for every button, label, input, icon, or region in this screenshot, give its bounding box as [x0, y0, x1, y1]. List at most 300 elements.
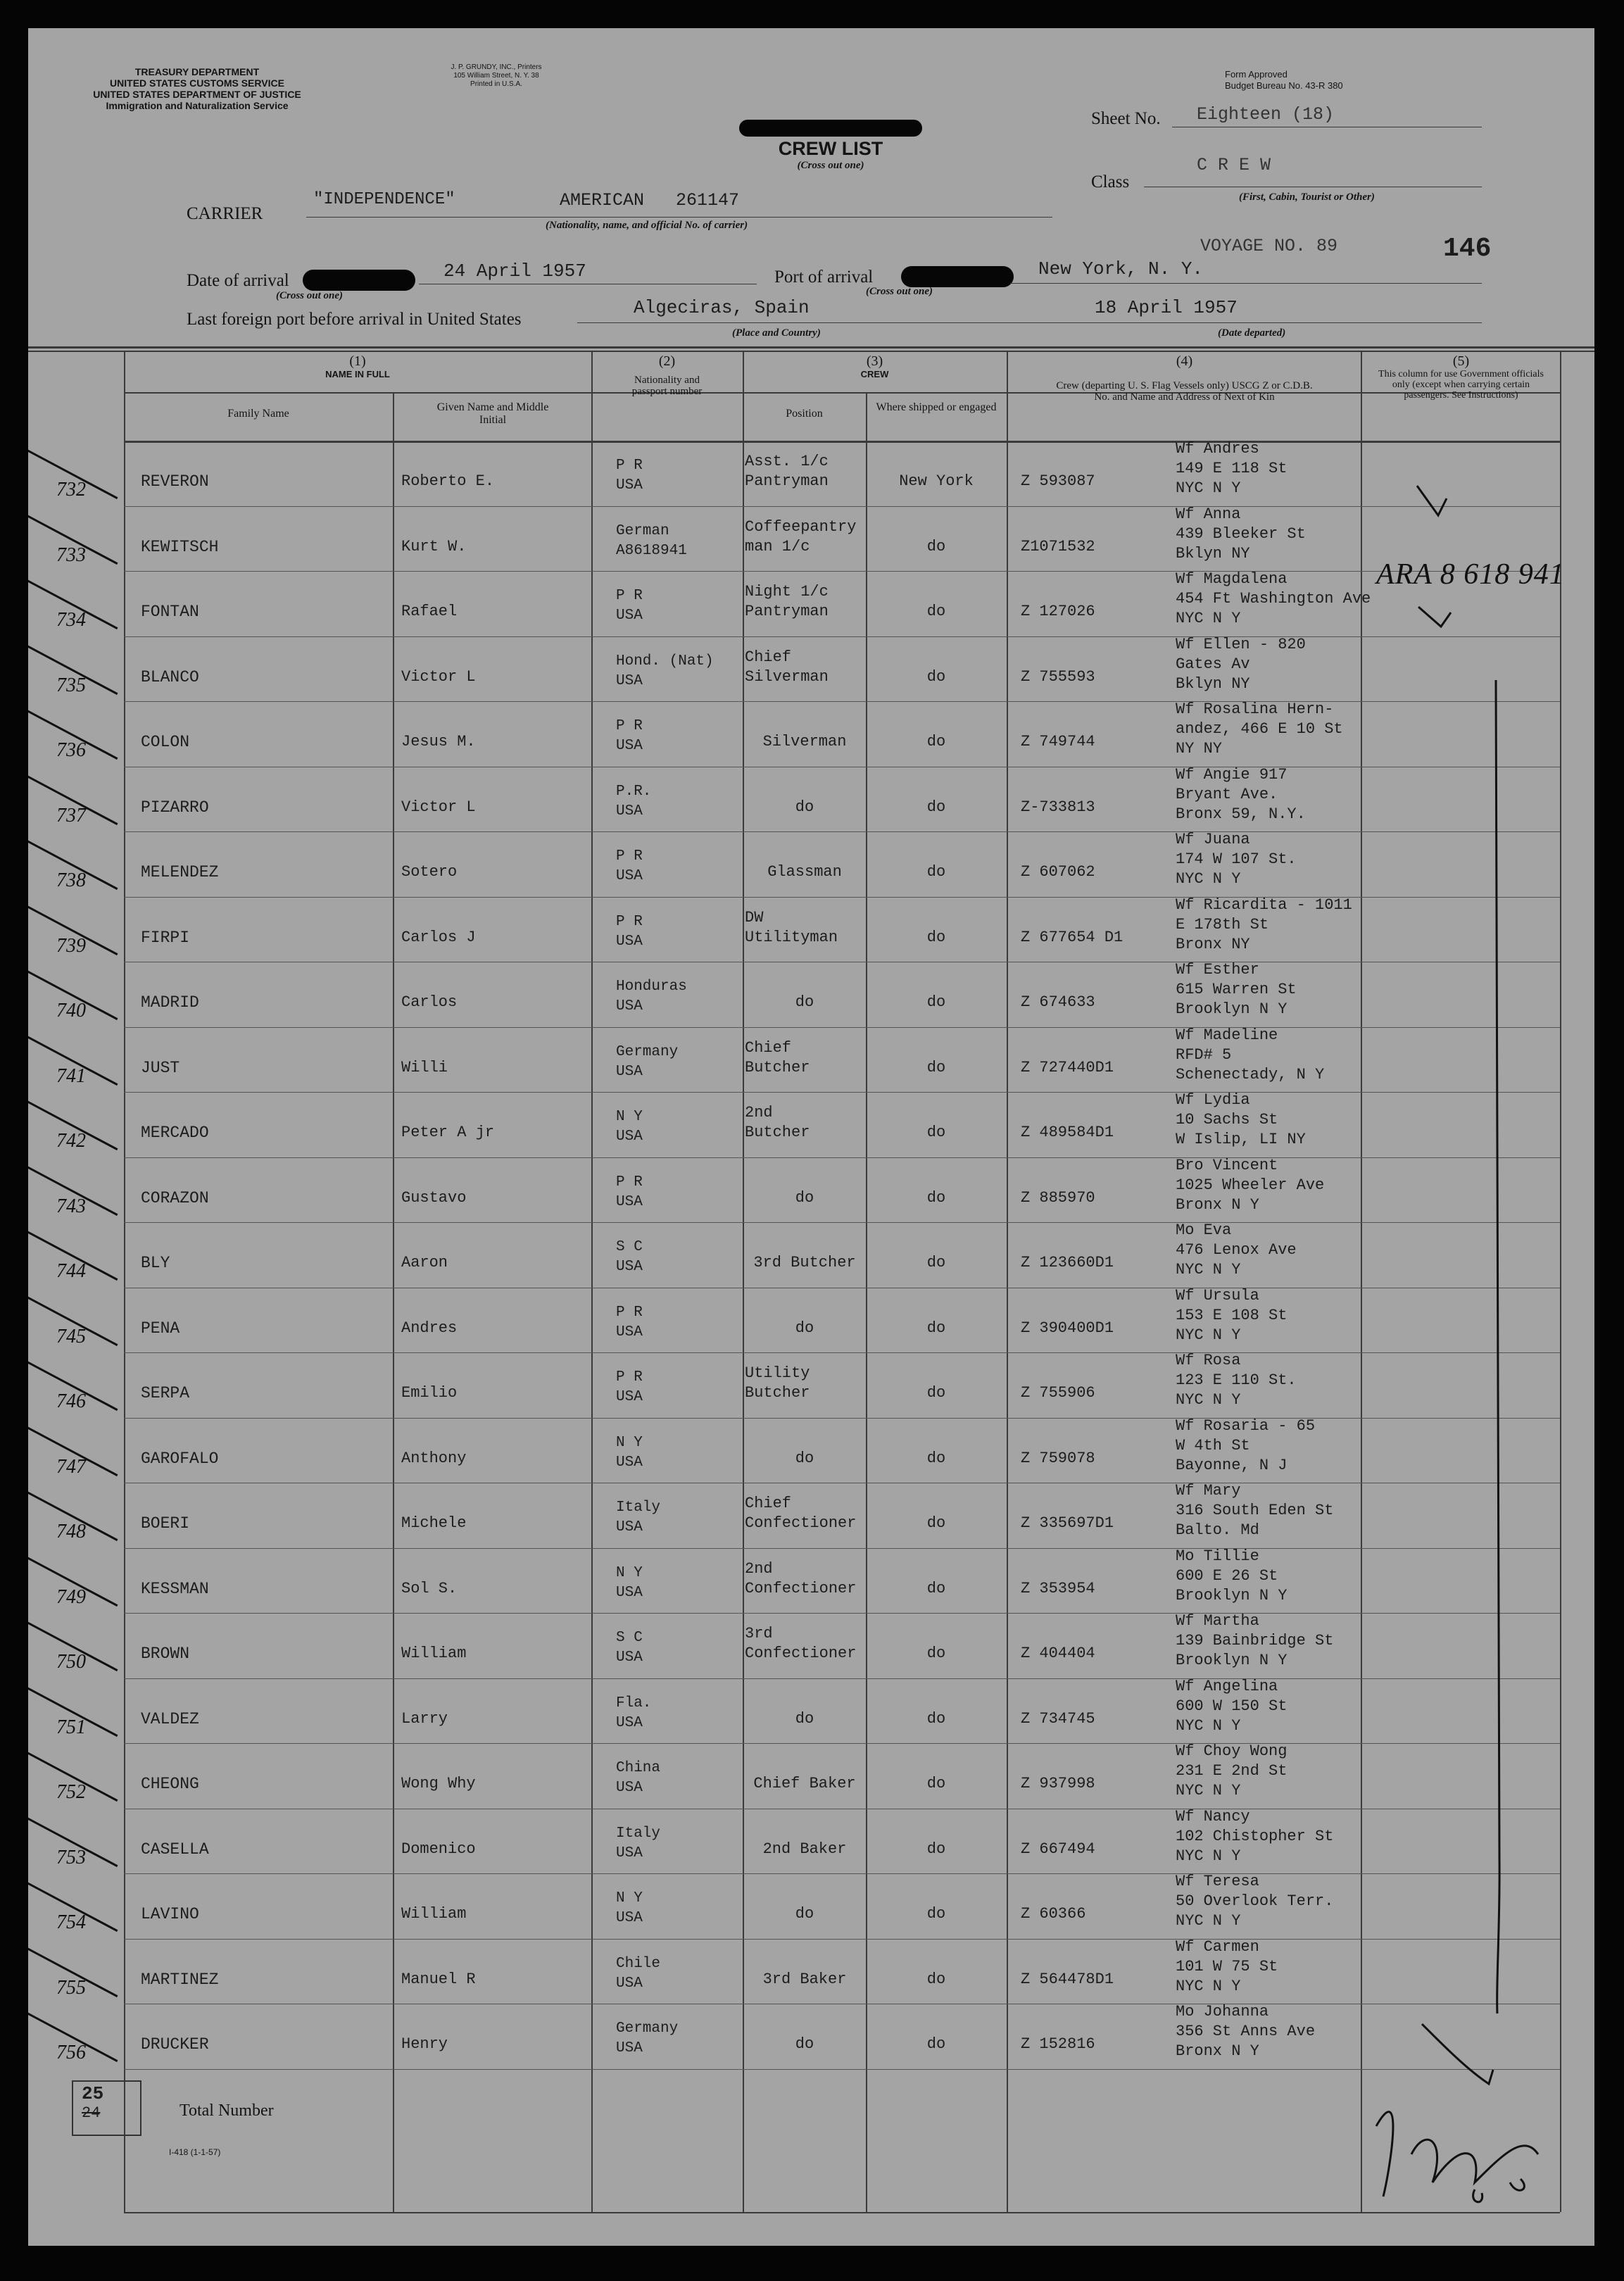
- col5-header: [1362, 353, 1560, 401]
- row-line-number: 751: [56, 1716, 86, 1738]
- col-divider: [743, 351, 744, 2212]
- row-kin-line1: Wf Lydia: [1176, 1091, 1250, 1109]
- class-label: Class: [1091, 172, 1130, 191]
- row-line-number: 752: [56, 1781, 86, 1803]
- row-shipped: do: [926, 928, 946, 946]
- row-given-name: Victor L: [401, 798, 476, 816]
- row-position-line2: Chief Baker: [753, 1775, 856, 1792]
- row-position-line2: Butcher: [745, 1058, 810, 1076]
- carrier-nationality-id: AMERICAN 261147: [560, 190, 740, 210]
- row-divider: [124, 1548, 1560, 1549]
- row-family-name: DRUCKER: [141, 2035, 209, 2054]
- row-line-number: 737: [56, 804, 86, 827]
- row-kin-line3: Bronx N Y: [1176, 1195, 1259, 1214]
- col-divider: [124, 351, 125, 2212]
- row-position-line2: 3rd Butcher: [753, 1254, 856, 1271]
- row-passport: USA: [616, 803, 643, 819]
- row-position-line1: Utility: [745, 1364, 810, 1382]
- col3-title: CREW: [860, 369, 889, 379]
- row-divider: [124, 1743, 1560, 1744]
- row-line-number: 755: [56, 1976, 86, 1999]
- row-kin-line2: 174 W 107 St.: [1176, 850, 1297, 868]
- row-z-number: Z 727440D1: [1021, 1058, 1114, 1076]
- row-given-name: Anthony: [401, 1449, 467, 1467]
- row-kin-line3: NYC N Y: [1176, 479, 1241, 497]
- row-passport: USA: [616, 1063, 643, 1080]
- row-kin-line1: Wf Andres: [1176, 440, 1259, 458]
- row-given-name: William: [401, 1645, 467, 1662]
- table-top-rule-2: [28, 351, 1594, 352]
- row-passport: USA: [616, 1519, 643, 1535]
- row-line-number: 749: [56, 1585, 86, 1608]
- row-kin-line2: 153 E 108 St: [1176, 1306, 1288, 1324]
- last-port-label: Last foreign port before arrival in United States: [187, 310, 522, 329]
- row-kin-line2: RFD# 5: [1176, 1045, 1232, 1064]
- row-position-line2: man 1/c: [745, 537, 810, 555]
- port-arrival-label: Port of arrival: [774, 268, 874, 287]
- row-line-number: 736: [56, 739, 86, 761]
- row-nationality: German: [616, 522, 669, 539]
- row-family-name: BLANCO: [141, 667, 199, 686]
- row-kin-line2: 149 E 118 St: [1176, 460, 1288, 477]
- row-nationality: P R: [616, 1174, 643, 1190]
- row-passport: USA: [616, 1454, 643, 1471]
- row-given-name: Peter A jr: [401, 1124, 495, 1141]
- row-given-name: Andres: [401, 1319, 458, 1337]
- row-position-line2: Confectioner: [745, 1514, 857, 1532]
- row-passport: USA: [616, 1129, 643, 1145]
- row-z-number: Z-733813: [1021, 798, 1095, 816]
- row-family-name: JUST: [141, 1058, 180, 1077]
- row-z-number: Z 60366: [1021, 1905, 1086, 1923]
- row-kin-line3: Brooklyn N Y: [1176, 1652, 1288, 1669]
- col3-position-header: Position: [786, 408, 823, 420]
- row-kin-line1: Wf Carmen: [1176, 1937, 1259, 1956]
- row-given-name: Willi: [401, 1058, 448, 1076]
- column5-pen-marks: [1362, 451, 1560, 2225]
- row-nationality: N Y: [616, 1564, 643, 1581]
- row-line-number: 735: [56, 674, 86, 696]
- row-nationality: N Y: [616, 1434, 643, 1451]
- row-position-line2: do: [795, 798, 814, 816]
- col-divider: [1007, 351, 1008, 2212]
- row-divider: [124, 1352, 1560, 1353]
- form-code: I-418 (1-1-57): [169, 2147, 221, 2157]
- row-nationality: Germany: [616, 1043, 679, 1060]
- row-kin-line2: 439 Bleeker St: [1176, 524, 1306, 543]
- row-kin-line3: Balto. Md: [1176, 1521, 1259, 1539]
- row-nationality: Chile: [616, 1955, 661, 1972]
- row-position-line2: Glassman: [767, 863, 842, 881]
- printer-block: [408, 63, 584, 89]
- row-position-line2: do: [795, 1319, 814, 1337]
- row-passport: USA: [616, 477, 643, 494]
- row-given-name: Carlos J: [401, 928, 476, 946]
- row-kin-line2: 356 St Anns Ave: [1176, 2023, 1316, 2040]
- row-family-name: BROWN: [141, 1645, 190, 1663]
- row-nationality: S C: [616, 1630, 643, 1646]
- row-divider: [124, 1613, 1560, 1614]
- row-kin-line1: Wf Magdalena: [1176, 570, 1288, 588]
- printer-line: 105 William Street, N. Y. 38: [453, 72, 539, 80]
- row-divider: [124, 1222, 1560, 1223]
- row-passport: USA: [616, 998, 643, 1014]
- row-line-number: 740: [56, 1000, 86, 1022]
- row-line-number: 748: [56, 1521, 86, 1542]
- row-line-number: 743: [56, 1195, 86, 1217]
- row-passport: USA: [616, 1324, 643, 1340]
- row-divider: [124, 1027, 1560, 1028]
- col4-title: Crew (departing U. S. Flag Vessels only) USCG Z or C.D.B. No. and Name and Address of Next of Kin: [1056, 380, 1313, 403]
- form-approved: [1225, 69, 1343, 92]
- row-divider: [124, 1157, 1560, 1158]
- col-divider: [1560, 351, 1561, 2212]
- last-port-value: Algeciras, Spain: [634, 297, 810, 318]
- row-shipped: do: [926, 1905, 946, 1923]
- row-kin-line3: Bronx N Y: [1176, 2042, 1259, 2060]
- header-bottom-rule: [124, 441, 1560, 443]
- row-shipped: do: [926, 1709, 946, 1728]
- row-divider: [124, 701, 1560, 702]
- class-value: C R E W: [1197, 155, 1271, 175]
- row-line-number: 747: [56, 1455, 86, 1478]
- row-given-name: Victor L: [401, 667, 476, 686]
- row-kin-line2: 615 Warren St: [1176, 981, 1297, 998]
- row-kin-line1: Wf Madeline: [1176, 1026, 1278, 1044]
- row-kin-line3: Bklyn NY: [1176, 544, 1250, 563]
- row-kin-line3: Bronx NY: [1176, 935, 1250, 953]
- row-kin-line3: NYC N Y: [1176, 870, 1241, 888]
- date-arrival-label: Date of arrival: [187, 271, 289, 290]
- row-kin-line3: Bklyn NY: [1176, 674, 1250, 693]
- row-kin-line1: Wf Choy Wong: [1176, 1742, 1288, 1760]
- row-kin-line3: Bayonne, N J: [1176, 1456, 1288, 1474]
- row-position-line2: Pantryman: [745, 472, 829, 490]
- row-kin-line2: 454 Ft Washington Ave: [1176, 590, 1371, 608]
- row-kin-line1: Wf Anna: [1176, 505, 1241, 523]
- row-kin-line1: Wf Ricardita - 1011: [1176, 896, 1352, 914]
- row-family-name: LAVINO: [141, 1905, 199, 1923]
- row-given-name: Jesus M.: [401, 733, 476, 750]
- row-passport: USA: [616, 1975, 643, 1992]
- row-line-number: 754: [56, 1911, 86, 1933]
- carrier-label: CARRIER: [187, 204, 263, 223]
- carrier-underline: [306, 217, 1052, 218]
- row-kin-line2: 102 Chistopher St: [1176, 1827, 1334, 1845]
- row-nationality: Italy: [616, 1825, 661, 1842]
- agency-block: [63, 66, 331, 111]
- row-divider: [124, 1873, 1560, 1874]
- row-passport: USA: [616, 1780, 643, 1796]
- last-port-underline: [577, 322, 1482, 323]
- row-family-name: CHEONG: [141, 1775, 199, 1793]
- row-kin-line2: andez, 466 E 10 St: [1176, 720, 1343, 738]
- col5-number: (5): [1452, 353, 1470, 369]
- row-family-name: CASELLA: [141, 1840, 209, 1859]
- row-passport: USA: [616, 738, 643, 754]
- row-z-number: Z 152816: [1021, 2035, 1095, 2053]
- row-kin-line3: W Islip, LI NY: [1176, 1131, 1306, 1148]
- total-box: [72, 2080, 141, 2136]
- agency-line: UNITED STATES DEPARTMENT OF JUSTICE: [93, 89, 301, 100]
- row-z-number: Z 564478D1: [1021, 1970, 1114, 1988]
- row-z-number: Z 404404: [1021, 1645, 1095, 1662]
- row-nationality: P.R.: [616, 783, 652, 800]
- row-kin-line1: Wf Ursula: [1176, 1286, 1259, 1305]
- col3-header: [743, 353, 1007, 379]
- row-kin-line2: 101 W 75 St: [1176, 1957, 1278, 1975]
- col3-shipped-header: Where shipped or engaged: [876, 401, 997, 413]
- row-position-line1: 3rd: [745, 1625, 773, 1642]
- col4-number: (4): [1176, 353, 1193, 369]
- row-passport: USA: [616, 608, 643, 624]
- row-kin-line2: 10 Sachs St: [1176, 1111, 1278, 1129]
- row-nationality: P R: [616, 1369, 643, 1385]
- row-position-line2: do: [795, 1905, 814, 1923]
- row-position-line2: do: [795, 993, 814, 1011]
- row-given-name: Rafael: [401, 603, 458, 620]
- row-z-number: Z 667494: [1021, 1840, 1095, 1858]
- row-z-number: Z 489584D1: [1021, 1124, 1114, 1141]
- col5-title: This column for use Government officials only (except when carrying certain passengers. See Instructions): [1378, 369, 1544, 401]
- row-given-name: Aaron: [401, 1254, 448, 1271]
- col1-title: NAME IN FULL: [325, 369, 390, 379]
- col1-header: [124, 353, 591, 379]
- row-passport: USA: [616, 1259, 643, 1275]
- row-given-name: Sol S.: [401, 1579, 458, 1597]
- row-z-number: Z 353954: [1021, 1579, 1095, 1597]
- row-position-line1: Chief: [745, 1038, 792, 1057]
- row-z-number: Z 749744: [1021, 733, 1095, 750]
- row-kin-line3: Brooklyn N Y: [1176, 1000, 1288, 1018]
- row-shipped: do: [926, 1775, 946, 1792]
- row-kin-line1: Wf Rosa: [1176, 1352, 1241, 1369]
- row-shipped: do: [926, 1514, 946, 1532]
- row-family-name: KESSMAN: [141, 1579, 209, 1598]
- row-position-line1: 2nd: [745, 1104, 773, 1121]
- row-line-number: 750: [56, 1651, 86, 1673]
- agency-line: TREASURY DEPARTMENT: [134, 66, 260, 77]
- redaction-mark: [901, 266, 1014, 287]
- row-kin-line2: Bryant Ave.: [1176, 785, 1278, 803]
- sheet-value: Eighteen (18): [1197, 104, 1335, 125]
- row-family-name: KEWITSCH: [141, 537, 219, 556]
- row-nationality: P R: [616, 718, 643, 734]
- row-z-number: Z 885970: [1021, 1188, 1095, 1207]
- row-line-number: 744: [56, 1260, 86, 1282]
- row-kin-line1: Wf Teresa: [1176, 1873, 1259, 1890]
- sheet-label: Sheet No.: [1091, 109, 1161, 128]
- row-z-number: Z 937998: [1021, 1775, 1095, 1792]
- row-nationality: Germany: [616, 2021, 679, 2037]
- row-nationality: Italy: [616, 1500, 661, 1516]
- row-kin-line3: NYC N Y: [1176, 1782, 1241, 1799]
- row-passport: USA: [616, 1584, 643, 1601]
- row-kin-line3: NYC N Y: [1176, 1326, 1241, 1344]
- row-passport: USA: [616, 933, 643, 950]
- row-shipped: do: [926, 1254, 946, 1271]
- row-family-name: SERPA: [141, 1384, 190, 1402]
- col2-title: Nationality and passport number: [631, 375, 703, 397]
- cross-out-hint: (Cross out one): [276, 290, 344, 301]
- row-kin-line1: Mo Tillie: [1176, 1547, 1259, 1565]
- row-divider: [124, 506, 1560, 507]
- row-kin-line1: Bro Vincent: [1176, 1156, 1278, 1174]
- row-nationality: P R: [616, 913, 643, 930]
- row-divider: [124, 571, 1560, 572]
- col1-given-header: Given Name and Middle Initial: [436, 401, 549, 426]
- row-family-name: BOERI: [141, 1514, 190, 1533]
- row-passport: USA: [616, 1714, 643, 1731]
- row-kin-line3: NYC N Y: [1176, 1716, 1241, 1735]
- row-line-number: 734: [56, 609, 86, 631]
- row-line-number: 756: [56, 2042, 86, 2063]
- row-passport: USA: [616, 868, 643, 884]
- row-kin-line2: 600 W 150 St: [1176, 1697, 1288, 1715]
- row-kin-line1: Wf Nancy: [1176, 1807, 1250, 1826]
- crew-list-sheet: [28, 28, 1594, 2246]
- row-nationality: S C: [616, 1239, 643, 1255]
- row-family-name: FIRPI: [141, 928, 190, 947]
- row-divider: [124, 1418, 1560, 1419]
- row-given-name: Henry: [401, 2035, 448, 2053]
- date-arrival-value: 24 April 1957: [443, 260, 586, 282]
- row-passport: USA: [616, 1193, 643, 1210]
- row-kin-line1: Mo Johanna: [1176, 2003, 1269, 2021]
- row-shipped: do: [926, 1645, 946, 1662]
- row-kin-line2: Gates Av: [1176, 655, 1250, 673]
- row-line-number: 753: [56, 1846, 86, 1868]
- row-position-line2: Confectioner: [745, 1645, 857, 1662]
- printer-line: Printed in U.S.A.: [470, 80, 522, 88]
- row-passport: USA: [616, 672, 643, 689]
- row-kin-line2: 600 E 26 St: [1176, 1566, 1278, 1585]
- row-z-number: Z 390400D1: [1021, 1319, 1114, 1337]
- row-kin-line3: Brooklyn N Y: [1176, 1586, 1288, 1604]
- row-nationality: China: [616, 1760, 661, 1776]
- row-shipped: do: [926, 537, 946, 555]
- row-kin-line1: Mo Eva: [1176, 1221, 1232, 1239]
- row-given-name: Emilio: [401, 1384, 458, 1402]
- date-departed-hint: (Date departed): [1218, 327, 1286, 339]
- row-z-number: Z 335697D1: [1021, 1514, 1114, 1532]
- total-typed: 25: [82, 2083, 104, 2104]
- row-shipped: do: [926, 667, 946, 686]
- row-kin-line2: 123 E 110 St.: [1176, 1371, 1297, 1389]
- row-nationality: N Y: [616, 1109, 643, 1125]
- row-kin-line2: E 178th St: [1176, 915, 1269, 934]
- row-kin-line3: NYC N Y: [1176, 610, 1241, 627]
- col2-number: (2): [658, 353, 676, 369]
- row-divider: [124, 1092, 1560, 1093]
- row-kin-line1: Wf Angie 917: [1176, 765, 1288, 784]
- cross-out-hint: (Cross out one): [797, 160, 864, 171]
- row-divider: [124, 2069, 1560, 2070]
- row-given-name: William: [401, 1905, 467, 1923]
- row-family-name: GAROFALO: [141, 1449, 219, 1468]
- list-title-block: [725, 118, 936, 172]
- row-shipped: do: [926, 1970, 946, 1988]
- row-given-name: Domenico: [401, 1840, 476, 1858]
- agency-line: Immigration and Naturalization Service: [106, 100, 289, 111]
- col2-header: [591, 353, 743, 397]
- row-nationality: Fla.: [616, 1695, 652, 1711]
- row-shipped: do: [926, 863, 946, 881]
- row-position-line2: Butcher: [745, 1124, 810, 1141]
- row-divider: [124, 636, 1560, 637]
- total-struck: 24: [82, 2104, 101, 2122]
- row-family-name: MERCADO: [141, 1124, 209, 1142]
- col1-number: (1): [349, 353, 366, 369]
- row-kin-line3: NYC N Y: [1176, 1912, 1241, 1930]
- row-divider: [124, 1939, 1560, 1940]
- row-given-name: Larry: [401, 1709, 448, 1728]
- row-line-number: 738: [56, 869, 86, 891]
- col4-header: [1014, 353, 1355, 403]
- row-position-line1: Asst. 1/c: [745, 453, 829, 470]
- row-kin-line3: Schenectady, N Y: [1176, 1065, 1325, 1083]
- row-position-line1: Chief: [745, 648, 792, 666]
- row-shipped: do: [926, 603, 946, 620]
- date-departed-value: 18 April 1957: [1095, 297, 1238, 318]
- row-passport: USA: [616, 1650, 643, 1666]
- form-approved-line: Budget Bureau No. 43-R 380: [1225, 80, 1343, 91]
- row-shipped: New York: [899, 472, 974, 490]
- row-position-line2: 3rd Baker: [762, 1970, 847, 1988]
- port-underline: [1010, 283, 1482, 284]
- row-kin-line2: 476 Lenox Ave: [1176, 1241, 1297, 1259]
- row-position-line2: Pantryman: [745, 603, 829, 620]
- row-position-line2: Confectioner: [745, 1579, 857, 1597]
- row-kin-line3: NYC N Y: [1176, 1261, 1241, 1278]
- row-nationality: P R: [616, 848, 643, 865]
- row-given-name: Roberto E.: [401, 472, 495, 490]
- row-z-number: Z 607062: [1021, 863, 1095, 881]
- row-position-line2: do: [795, 1449, 814, 1467]
- row-position-line2: Butcher: [745, 1384, 810, 1402]
- row-nationality: Hond. (Nat): [616, 653, 714, 670]
- row-shipped: do: [926, 1319, 946, 1337]
- row-kin-line1: Wf Martha: [1176, 1612, 1259, 1630]
- row-kin-line1: Wf Rosalina Hern-: [1176, 700, 1334, 718]
- row-position-line1: Night 1/c: [745, 583, 829, 601]
- row-family-name: BLY: [141, 1254, 170, 1272]
- row-position-line1: Coffeepantry: [745, 517, 857, 536]
- class-hint: (First, Cabin, Tourist or Other): [1239, 191, 1375, 203]
- row-shipped: do: [926, 1579, 946, 1597]
- row-kin-line2: 316 South Eden St: [1176, 1502, 1334, 1519]
- row-passport: USA: [616, 1910, 643, 1926]
- table-bottom-rule: [124, 2212, 1560, 2213]
- row-family-name: PENA: [141, 1319, 180, 1338]
- row-line-number: 742: [56, 1130, 86, 1152]
- row-nationality: Honduras: [616, 979, 687, 995]
- row-kin-line1: Wf Rosaria - 65: [1176, 1416, 1316, 1435]
- handwritten-passport-note: ARA 8 618 941: [1376, 558, 1565, 591]
- row-family-name: CORAZON: [141, 1188, 209, 1207]
- row-position-line1: 2nd: [745, 1559, 773, 1578]
- col3-number: (3): [866, 353, 883, 369]
- row-given-name: Wong Why: [401, 1775, 476, 1792]
- agency-line: UNITED STATES CUSTOMS SERVICE: [110, 77, 284, 89]
- row-position-line1: Chief: [745, 1495, 792, 1512]
- row-kin-line1: Wf Esther: [1176, 961, 1259, 979]
- row-divider: [124, 831, 1560, 832]
- row-given-name: Michele: [401, 1514, 467, 1532]
- row-kin-line1: Wf Angelina: [1176, 1677, 1278, 1695]
- row-given-name: Carlos: [401, 993, 458, 1011]
- row-kin-line2: 50 Overlook Terr.: [1176, 1892, 1334, 1910]
